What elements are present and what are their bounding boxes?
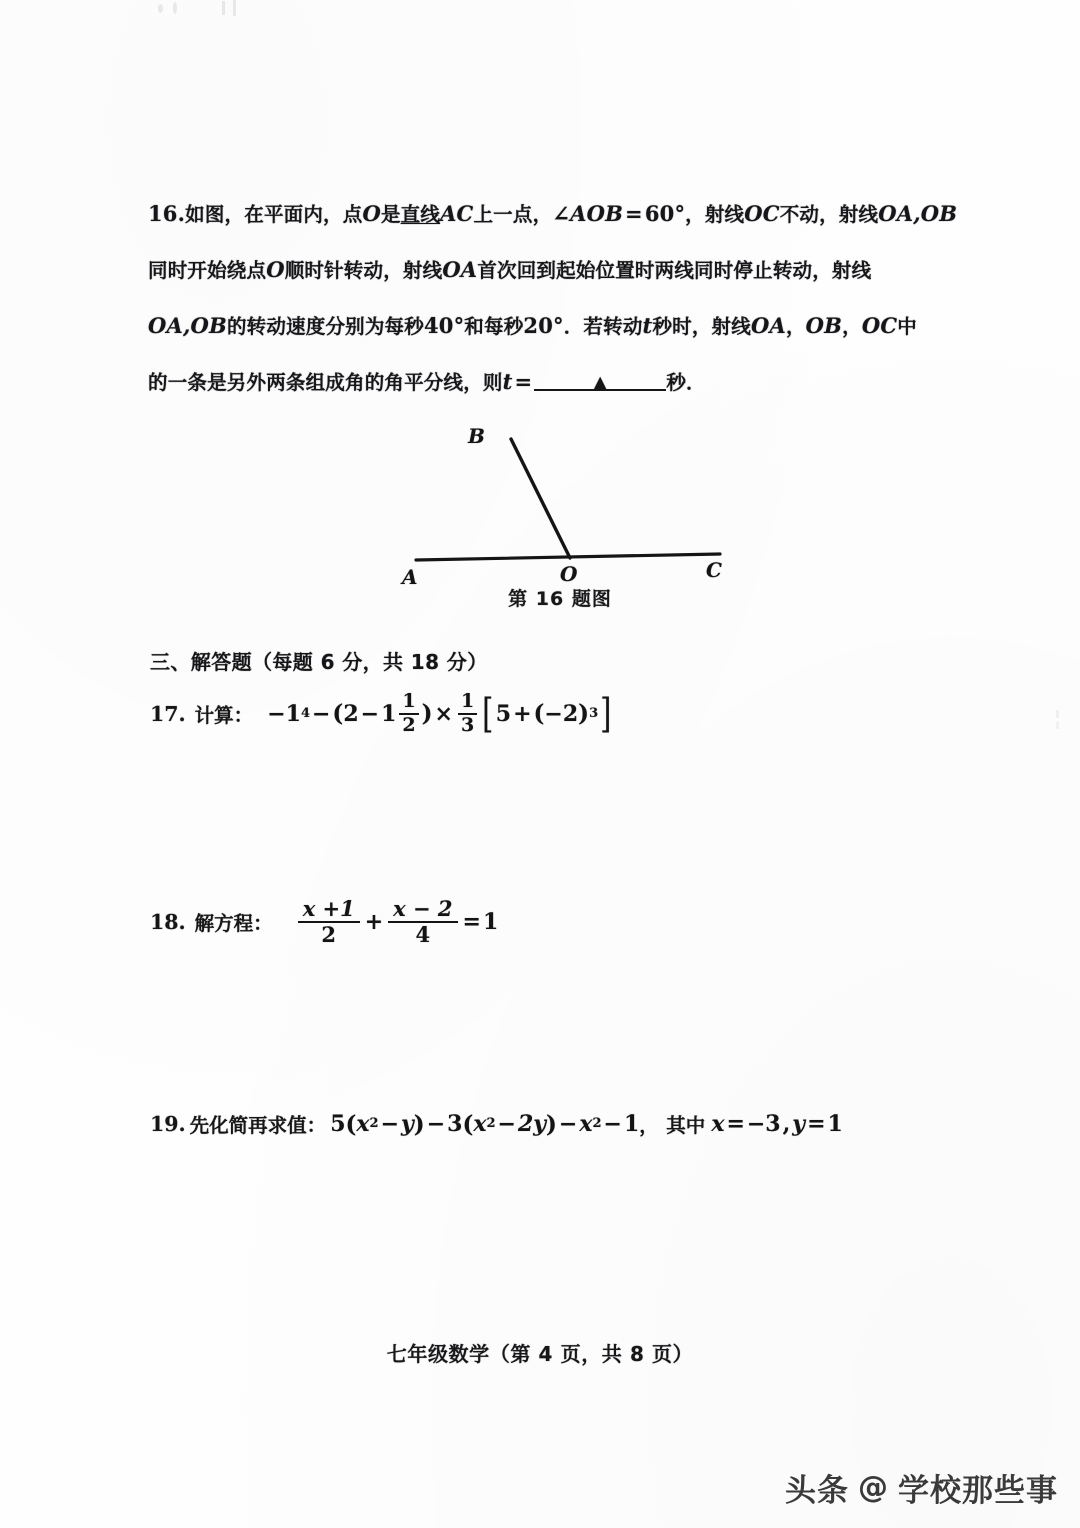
- problem-16-text-b: 是: [380, 203, 401, 226]
- p19-coef-5: 5: [330, 1111, 346, 1137]
- problem-16-variable-t: t: [642, 313, 653, 338]
- p17-minus-1: −: [311, 700, 331, 727]
- problem-16-line-2: [148, 242, 988, 298]
- p19-x-2: x: [473, 1111, 487, 1137]
- p18-fraction-1-denominator: 2: [321, 922, 337, 948]
- p18-plus: +: [364, 909, 384, 936]
- p17-plus: +: [513, 700, 532, 727]
- problem-16-line3-rays: OA,OB: [148, 313, 227, 338]
- p19-lparen-2: (: [462, 1110, 474, 1138]
- p17-times: ×: [434, 700, 453, 727]
- p17-mixed-numerator: 1: [402, 690, 416, 712]
- problem-16-line3-ray-OA: OA: [750, 313, 786, 338]
- problem-16-line-3: [148, 298, 988, 354]
- scan-artifact: [173, 2, 177, 14]
- at-sign-icon: @: [858, 1470, 889, 1505]
- p18-fraction-1: [298, 898, 360, 946]
- p19-cond-x: x: [711, 1111, 725, 1137]
- page-footer: 七年级数学（第 4 页，共 8 页）: [386, 1342, 694, 1366]
- p17-third-numerator: 1: [460, 690, 475, 712]
- p19-lparen-1: (: [345, 1110, 357, 1138]
- p19-minus-4: −: [558, 1111, 578, 1137]
- p18-right-hand-side: 1: [482, 909, 499, 936]
- problem-16-angle-value: 60°: [644, 201, 686, 226]
- problem-16-line3-text-b: 和每秒: [464, 315, 524, 338]
- p19-rparen-2: ): [546, 1110, 557, 1138]
- scan-artifact: [1056, 710, 1059, 718]
- p19-rparen-1: ): [413, 1110, 425, 1138]
- p17-right-bracket: ]: [600, 690, 612, 737]
- problem-16-text-d: ，射线: [685, 203, 745, 226]
- problem-16-segment-AC: AC: [440, 201, 474, 226]
- problem-16-speed-OA: 40°: [423, 313, 465, 338]
- p19-cond-y: y: [792, 1111, 806, 1137]
- p17-lparen: (: [332, 700, 344, 728]
- scan-artifact: [158, 4, 163, 13]
- problem-18-prompt: 解方程：: [194, 912, 273, 936]
- problem-16-line4-text-a: 的一条是另外两条组成角的角平分线，则: [148, 371, 503, 394]
- p19-one: 1: [623, 1111, 640, 1137]
- problem-16-line2-text-c: 首次回到起始位置时两线同时停止转动，射线: [477, 259, 872, 282]
- problem-19-number: 19.: [150, 1112, 186, 1136]
- problem-16-line3-text-a: 的转动速度分别为每秒: [226, 315, 424, 338]
- problem-17-prompt: 计算：: [194, 703, 254, 727]
- p17-five: 5: [495, 700, 512, 727]
- p19-x-1: x: [356, 1111, 370, 1137]
- problem-16-line3-text-d: 秒时，射线: [652, 315, 751, 338]
- problem-16-line4-unit: 秒．: [666, 371, 706, 394]
- problem-16-text-a: 如图，在平面内，: [185, 203, 343, 226]
- problem-18-equation: [295, 898, 499, 946]
- section-3-heading: 三、解答题（每题 6 分，共 18 分）: [150, 650, 488, 674]
- problem-16-line2-ray-OA: OA: [442, 257, 478, 282]
- p17-left-bracket: [: [482, 690, 494, 737]
- problem-16-line2-text-a: 同时开始绕点: [148, 259, 267, 282]
- scan-artifact: [222, 1, 225, 15]
- problem-16-underlined-term: 直线: [400, 203, 441, 226]
- p19-minus-1: −: [380, 1111, 399, 1137]
- ray-OB: [511, 439, 570, 558]
- problem-16-text-e: 不动，射线: [779, 203, 879, 226]
- problem-16-point-O: O: [362, 201, 381, 226]
- scan-artifact: [233, 0, 236, 16]
- problem-18-number: 18.: [150, 910, 186, 935]
- problem-19-condition-label: 其中: [666, 1114, 706, 1137]
- p17-two: 2: [343, 700, 359, 727]
- p19-minus-3: −: [497, 1111, 516, 1137]
- problem-16-line4-equals: =: [514, 369, 533, 394]
- problem-16-line2-text-b: 顺时针转动，射线: [284, 259, 443, 282]
- problem-16-line2-point-O: O: [266, 257, 285, 282]
- p18-fraction-2: [388, 898, 457, 946]
- p17-mixed-fraction: [399, 692, 418, 736]
- p19-minus-2: −: [426, 1111, 446, 1137]
- problem-16-line3-text-e: 中: [897, 315, 917, 338]
- p18-equals: =: [462, 909, 481, 936]
- p18-fraction-2-denominator: 4: [415, 922, 431, 948]
- problem-16-line3-text-c: ．若转动: [563, 315, 643, 338]
- p19-cond-x-equals: =: [726, 1111, 745, 1137]
- figure-label-A: A: [402, 565, 418, 589]
- p19-cond-y-value: 1: [827, 1111, 843, 1137]
- p19-x-3: x: [579, 1111, 593, 1137]
- p17-mixed-whole: 1: [381, 700, 397, 727]
- p17-mixed-number: [381, 692, 422, 736]
- p17-minus-2: −: [360, 700, 380, 727]
- problem-16-text-point: 点: [342, 203, 363, 226]
- problem-16-equals: =: [625, 201, 643, 226]
- problem-16-line-1: [148, 186, 988, 242]
- p19-cond-separator: ,: [782, 1111, 791, 1137]
- problem-16-line3-comma-1: ，: [785, 315, 806, 338]
- problem-16: [148, 186, 988, 410]
- problem-19-prompt: 先化简再求值：: [189, 1114, 327, 1137]
- figure-label-O: O: [560, 562, 578, 586]
- p18-fraction-1-numerator: x +1: [302, 896, 355, 921]
- problem-16-text-c: 上一点，: [473, 203, 553, 226]
- p17-rparen-2: ): [578, 700, 590, 728]
- problem-18: [150, 898, 498, 946]
- p17-mixed-denominator: 2: [402, 713, 416, 736]
- problem-16-line3-ray-OC: OC: [861, 313, 898, 338]
- p18-fraction-2-numerator: x − 2: [393, 896, 453, 921]
- answer-blank-16[interactable]: [534, 371, 666, 391]
- watermark: [785, 1465, 1058, 1510]
- problem-19-expression: 5 ( x 2 − y ) − 3 ( x 2 − 2y ) − x 2 − 1 ，: [330, 1110, 659, 1138]
- problem-16-rays-OA-OB: OA,OB: [878, 201, 958, 226]
- problem-16-line-4: [148, 354, 988, 410]
- watermark-platform-label: 头条: [785, 1473, 849, 1509]
- p19-two-y: 2y: [517, 1111, 547, 1137]
- scan-artifact: [1056, 722, 1059, 729]
- problem-16-line3-comma-2: ，: [842, 315, 862, 338]
- p17-one-third: [458, 692, 477, 736]
- p19-minus-5: −: [603, 1111, 622, 1137]
- problem-17-expression: −1 4 − ( 2 − 1 $\frac{1}{2}$ ) × $\frac{1}{3}$ [ 5 + ( −2 ) 3 ]: [267, 690, 612, 737]
- p17-rparen: ): [421, 700, 433, 728]
- p17-third-denominator: 3: [460, 713, 475, 736]
- problem-16-line3-ray-OB: OB: [805, 313, 843, 338]
- problem-16-angle-AOB: ∠AOB: [552, 201, 624, 226]
- figure-16-caption: 第 16 题图: [508, 588, 612, 610]
- p19-coef-3: 3: [447, 1111, 463, 1137]
- problem-19: [150, 1110, 843, 1138]
- answer-blank-marker-icon: ▲: [594, 372, 607, 391]
- figure-16: [380, 412, 740, 627]
- p19-comma: ，: [639, 1114, 659, 1137]
- p19-cond-y-equals: =: [807, 1111, 826, 1137]
- problem-16-speed-OB: 20°: [523, 313, 564, 338]
- p19-cond-x-value: −3: [746, 1111, 781, 1137]
- problem-16-line4-variable-t: t: [502, 369, 513, 394]
- problem-17: [150, 692, 614, 736]
- p17-lparen-2: (: [533, 700, 545, 728]
- problem-19-condition: [711, 1111, 843, 1137]
- figure-label-C: C: [706, 558, 722, 582]
- watermark-account-name: 学校那些事: [898, 1473, 1058, 1509]
- figure-16-drawing: [380, 412, 740, 587]
- figure-label-B: B: [468, 424, 485, 448]
- problem-16-number: 16.: [148, 201, 186, 226]
- problem-17-number: 17.: [150, 701, 186, 726]
- problem-16-ray-OC: OC: [744, 201, 780, 226]
- p17-neg-two: −2: [544, 700, 579, 727]
- p17-neg-one: −1: [267, 700, 301, 727]
- p19-y-1: y: [401, 1111, 414, 1137]
